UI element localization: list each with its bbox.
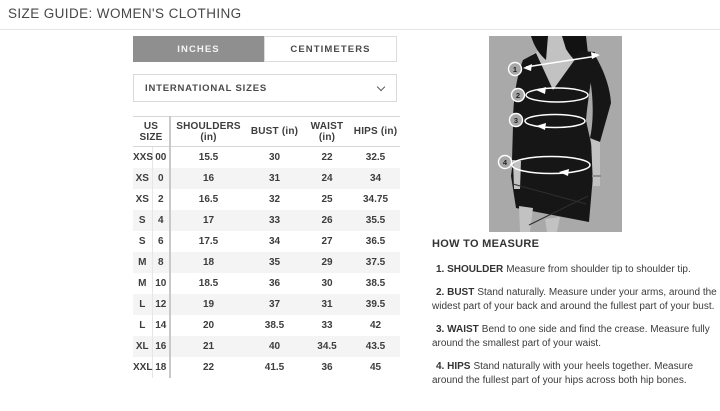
cell-hips: 36.5 — [365, 235, 386, 247]
dropdown-selected-value: INTERNATIONAL SIZES — [145, 82, 267, 94]
cell-size-label: M — [133, 252, 152, 273]
model-photo — [489, 36, 622, 232]
cell-waist: 31 — [321, 298, 333, 310]
measure-step-bust — [432, 286, 720, 314]
cell-size-num: 0 — [152, 168, 170, 189]
cell-waist: 22 — [321, 151, 333, 163]
cell-hips: 42 — [369, 319, 382, 331]
cell-size-label: XS — [133, 189, 152, 210]
cell-waist: 34.5 — [317, 340, 337, 352]
table-row — [133, 147, 400, 168]
cell-bust: 35 — [268, 256, 281, 268]
cell-bust: 32 — [268, 193, 281, 205]
cell-size-num: 12 — [152, 294, 170, 315]
cell-waist: 24 — [321, 172, 333, 184]
size-system-dropdown[interactable] — [133, 74, 397, 102]
col-header-hips: HIPS (in) — [351, 117, 400, 147]
table-row — [133, 336, 400, 357]
col-header-shoulders: SHOULDERS (in) — [170, 117, 246, 147]
svg-text:4: 4 — [502, 158, 508, 167]
cell-bust: 30 — [268, 151, 281, 163]
table-row — [133, 189, 400, 210]
cell-size-num: 18 — [152, 357, 170, 378]
cell-shoulders: 17 — [202, 214, 215, 226]
cell-hips: 45 — [369, 361, 382, 373]
cell-waist: 27 — [321, 235, 333, 247]
cell-shoulders: 19 — [202, 298, 215, 310]
cell-hips: 39.5 — [365, 298, 386, 310]
cell-hips: 37.5 — [365, 256, 386, 268]
cell-waist: 25 — [321, 193, 333, 205]
step-label: 1. SHOULDER — [436, 264, 504, 275]
cell-bust: 40 — [268, 340, 281, 352]
table-row — [133, 252, 400, 273]
cell-shoulders: 18 — [202, 256, 215, 268]
svg-text:2: 2 — [515, 91, 521, 100]
col-header-waist: WAIST (in) — [303, 117, 351, 147]
step-label: 4. HIPS — [436, 361, 471, 372]
table-row — [133, 315, 400, 336]
step-text: Measure from shoulder tip to shoulder tip. — [506, 264, 691, 275]
model-bracelet — [592, 175, 601, 177]
cell-size-label: XS — [133, 168, 152, 189]
cell-bust: 41.5 — [264, 361, 285, 373]
measure-step-hips — [432, 360, 720, 388]
cell-bust: 38.5 — [264, 319, 285, 331]
step-text: Stand naturally. Measure under your arms, around the widest part of your back and around the fullest part of your bust. — [432, 287, 717, 312]
tab-centimeters[interactable]: CENTIMETERS — [264, 36, 397, 62]
size-table-container — [133, 116, 400, 378]
table-row — [133, 231, 400, 252]
cell-hips: 43.5 — [365, 340, 386, 352]
table-row — [133, 210, 400, 231]
cell-size-label: S — [133, 210, 152, 231]
measure-badge-2 — [512, 89, 525, 102]
cell-shoulders: 21 — [202, 340, 215, 352]
cell-size-num: 8 — [152, 252, 170, 273]
col-header-us-size: US SIZE — [133, 117, 170, 147]
step-text: Stand naturally with your heels together. Measure around the fullest part of your hips across both hip bones. — [432, 361, 694, 386]
cell-size-num: 16 — [152, 336, 170, 357]
cell-size-label: L — [133, 315, 152, 336]
measure-step-waist — [432, 323, 720, 351]
svg-text:1: 1 — [512, 65, 518, 74]
cell-shoulders: 15.5 — [198, 151, 219, 163]
how-to-measure-heading: HOW TO MEASURE — [432, 238, 540, 250]
table-row — [133, 357, 400, 378]
cell-size-label: M — [133, 273, 152, 294]
title-divider — [0, 29, 720, 30]
cell-size-label: L — [133, 294, 152, 315]
cell-size-label: XXS — [133, 147, 152, 168]
cell-bust: 33 — [268, 214, 281, 226]
cell-waist: 30 — [321, 277, 333, 289]
chevron-down-icon — [377, 82, 385, 90]
cell-hips: 34 — [369, 172, 382, 184]
cell-waist: 29 — [321, 256, 333, 268]
how-to-measure-section — [432, 238, 720, 397]
step-label: 2. BUST — [436, 287, 475, 298]
cell-shoulders: 17.5 — [198, 235, 219, 247]
page-title: SIZE GUIDE: WOMEN'S CLOTHING — [8, 6, 242, 21]
cell-bust: 34 — [268, 235, 281, 247]
cell-shoulders: 16 — [202, 172, 215, 184]
cell-size-num: 2 — [152, 189, 170, 210]
measure-badge-4 — [499, 156, 512, 169]
cell-shoulders: 22 — [202, 361, 215, 373]
cell-size-num: 6 — [152, 231, 170, 252]
cell-size-label: S — [133, 231, 152, 252]
cell-size-label: XL — [133, 336, 152, 357]
cell-bust: 36 — [268, 277, 281, 289]
cell-bust: 31 — [268, 172, 281, 184]
cell-shoulders: 16.5 — [198, 193, 219, 205]
measure-badge-3 — [510, 114, 523, 127]
svg-text:3: 3 — [513, 116, 519, 125]
table-header-row — [133, 117, 400, 147]
cell-shoulders: 18.5 — [198, 277, 219, 289]
cell-bust: 37 — [268, 298, 281, 310]
cell-hips: 38.5 — [365, 277, 386, 289]
size-table — [133, 116, 400, 378]
cell-size-num: 14 — [152, 315, 170, 336]
cell-waist: 26 — [321, 214, 333, 226]
tab-inches[interactable]: INCHES — [133, 36, 264, 62]
cell-waist: 36 — [321, 361, 333, 373]
cell-waist: 33 — [321, 319, 333, 331]
unit-tabs — [133, 36, 397, 62]
col-header-bust: BUST (in) — [246, 117, 303, 147]
cell-size-label: XXL — [133, 357, 152, 378]
measure-badge-1 — [509, 63, 522, 76]
cell-shoulders: 20 — [202, 319, 215, 331]
cell-size-num: 00 — [152, 147, 170, 168]
cell-hips: 32.5 — [365, 151, 386, 163]
cell-size-num: 4 — [152, 210, 170, 231]
step-label: 3. WAIST — [436, 324, 479, 335]
step-text: Bend to one side and find the crease. Measure fully around the smallest part of your waist. — [432, 324, 710, 349]
cell-hips: 34.75 — [363, 193, 389, 205]
table-row — [133, 168, 400, 189]
cell-hips: 35.5 — [365, 214, 386, 226]
cell-size-num: 10 — [152, 273, 170, 294]
table-row — [133, 273, 400, 294]
measure-step-shoulder — [432, 263, 720, 277]
table-row — [133, 294, 400, 315]
